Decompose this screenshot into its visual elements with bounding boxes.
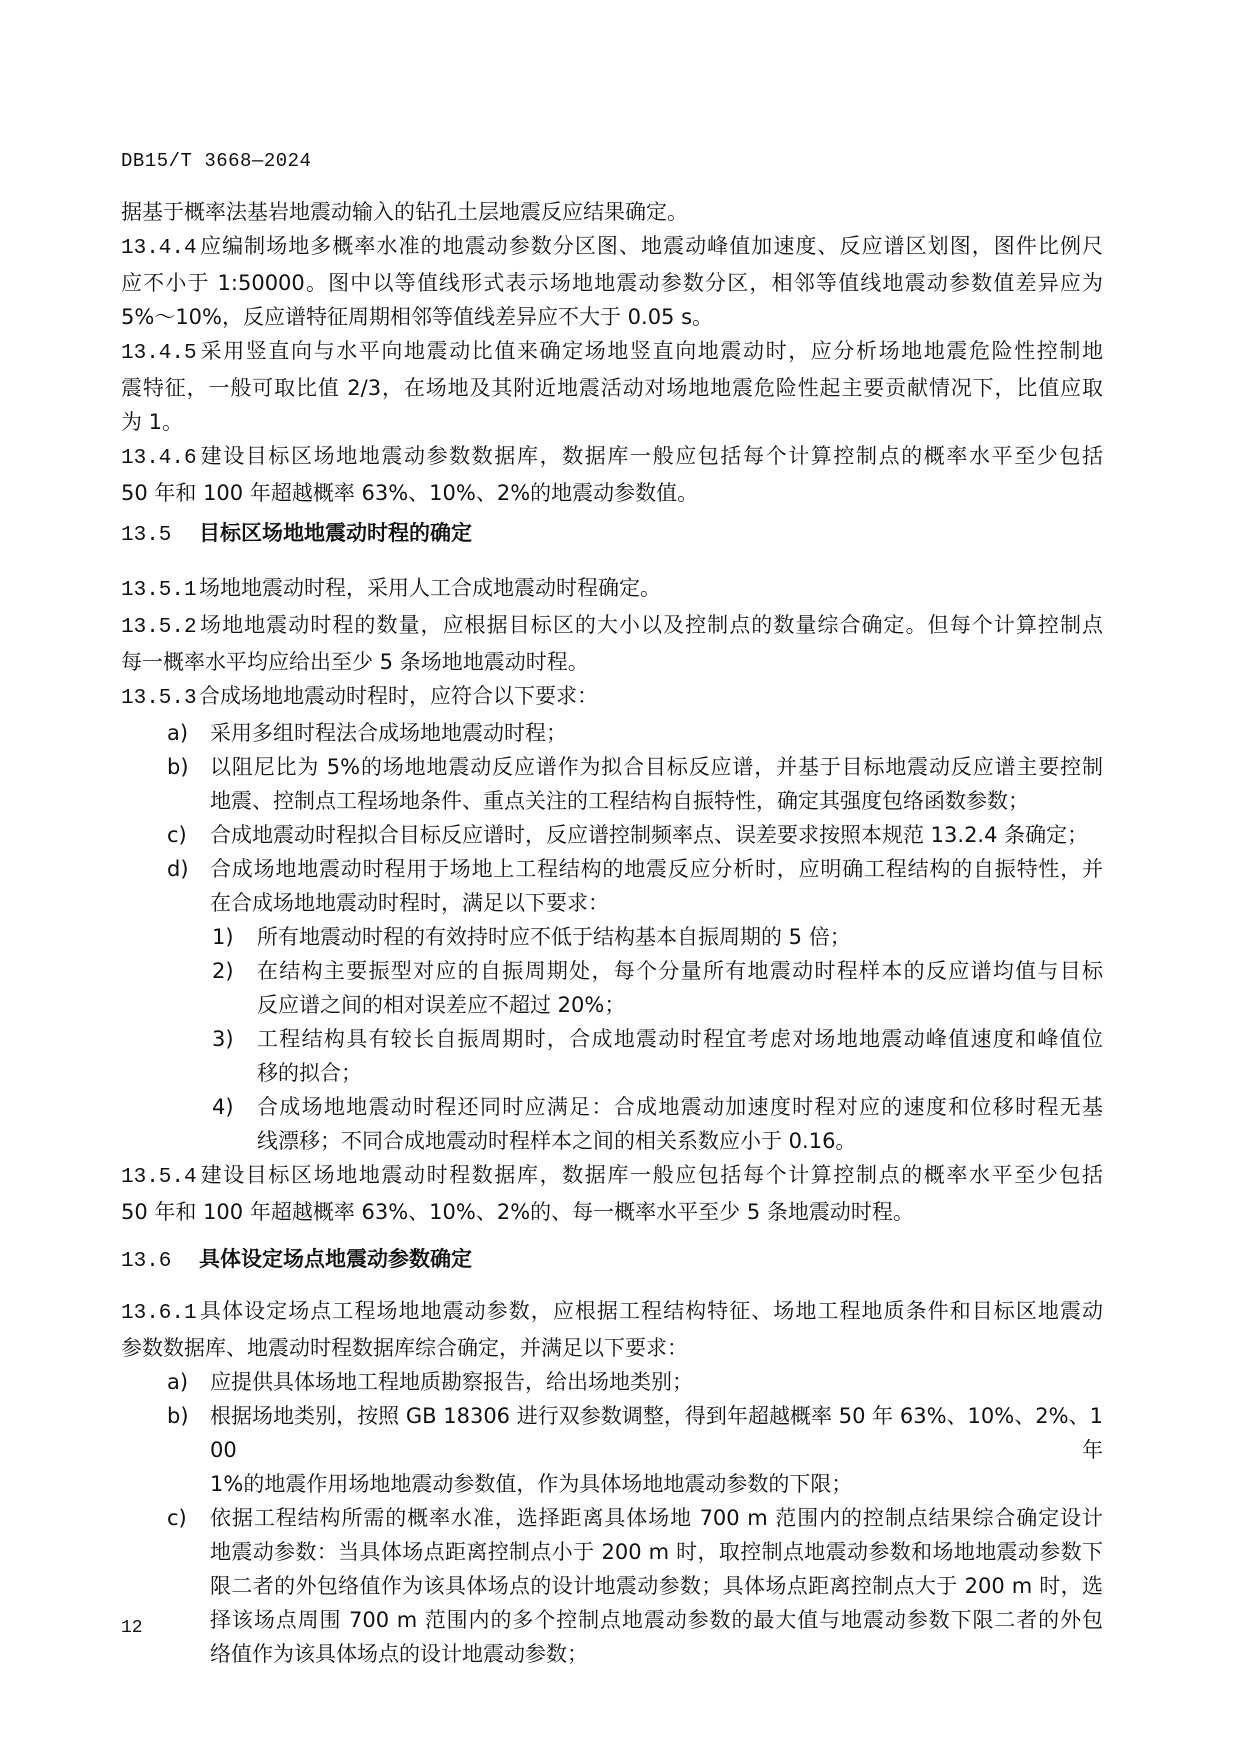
- line-text: 线漂移；不同合成地震动时程样本之间的相关系数应小于 0.16。: [257, 1129, 857, 1153]
- clause-number: 13.4.4: [121, 237, 197, 260]
- line-text: 所有地震动时程的有效持时应不低于结构基本自振周期的 5 倍；: [257, 925, 851, 949]
- line-text: 每一概率水平均应给出至少 5 条场地地震动时程。: [121, 650, 589, 674]
- text-line: [121, 195, 1103, 229]
- list-item: [121, 818, 1103, 852]
- line-text: 采用多组时程法合成场地地震动时程；: [210, 721, 567, 745]
- sub-list-item: [121, 920, 1103, 954]
- text-line: [210, 750, 1103, 784]
- line-text: 具体设定场点工程场地地震动参数，应根据工程结构特征、场地工程地质条件和目标区地震动: [199, 1299, 1103, 1323]
- section-title: 目标区场地地震动时程的确定: [199, 521, 472, 545]
- line-text: 应提供具体场地工程地质勘察报告，给出场地类别；: [210, 1370, 693, 1394]
- text-line: [121, 334, 1103, 371]
- clause: [121, 608, 1103, 679]
- clause-number: 13.5.1: [121, 579, 197, 602]
- list-label: 4): [212, 1095, 234, 1119]
- page-number: 12: [121, 1618, 143, 1638]
- clause-number: 13.4.5: [121, 342, 197, 365]
- heading-line: [121, 516, 1103, 553]
- line-text: 依据工程结构所需的概率水准，选择距离具体场地 700 m 范围内的控制点结果综合确定设计: [210, 1506, 1103, 1530]
- text-line: [257, 1090, 1103, 1124]
- text-line: [257, 1124, 1103, 1158]
- list-label: a): [167, 1370, 189, 1394]
- list-item: [121, 1399, 1103, 1501]
- clause: [121, 571, 1103, 608]
- line-text: 应编制场地多概率水准的地震动参数分区图、地震动峰值加速度、反应谱区划图，图件比例尺: [199, 234, 1103, 258]
- text-line: [257, 954, 1103, 988]
- document-code-header: DB15/T 3668—2024: [121, 150, 312, 172]
- section-heading: [121, 516, 1103, 553]
- list-label: 2): [212, 959, 234, 983]
- text-line: [121, 1195, 1103, 1229]
- clause: [121, 439, 1103, 510]
- text-line: [121, 476, 1103, 510]
- text-line: [210, 1467, 1103, 1501]
- line-text: 为 1。: [121, 410, 184, 434]
- line-text: 合成场地地震动时程用于场地上工程结构的地震反应分析时，应明确工程结构的自振特性，并: [210, 857, 1103, 881]
- text-line: [210, 716, 1103, 750]
- sub-list-item: [121, 1022, 1103, 1090]
- clause-number: 13.5.3: [121, 687, 197, 710]
- list-label: c): [167, 823, 187, 847]
- line-text: 合成场地地震动时程还同时应满足：合成地震动加速度时程对应的速度和位移时程无基: [257, 1095, 1103, 1119]
- clause-number: 13.4.6: [121, 447, 197, 470]
- list-label: 3): [212, 1027, 234, 1051]
- line-text: 工程结构具有较长自振周期时，合成地震动时程宜考虑对场地地震动峰值速度和峰值位: [257, 1027, 1103, 1051]
- line-text: 1%的地震作用场地地震动参数值，作为具体场地地震动参数的下限；: [210, 1472, 853, 1496]
- text-line: [121, 1331, 1103, 1365]
- text-line: [121, 266, 1103, 300]
- line-text: 在结构主要振型对应的自振周期处，每个分量所有地震动时程样本的反应谱均值与目标: [257, 959, 1103, 983]
- line-text: 场地地震动时程的数量，应根据目标区的大小以及控制点的数量综合确定。但每个计算控制点: [199, 613, 1103, 637]
- text-line: [257, 1056, 1103, 1090]
- section-heading: [121, 1242, 1103, 1279]
- list-label: c): [167, 1506, 187, 1530]
- text-line: [121, 571, 1103, 608]
- document-body: [121, 195, 1103, 1671]
- text-line: [121, 679, 1103, 716]
- text-line: [257, 1022, 1103, 1056]
- text-line: [257, 920, 1103, 954]
- paragraph: [121, 195, 1103, 229]
- clause: [121, 334, 1103, 439]
- clause: [121, 679, 1103, 716]
- clause-number: 13.5.2: [121, 616, 197, 639]
- list-label: a): [167, 721, 189, 745]
- line-text: 震特征，一般可取比值 2/3，在场地及其附近地震活动对场地地震危险性起主要贡献情况下，比值应取: [121, 376, 1103, 400]
- text-line: [210, 784, 1103, 818]
- line-text: 据基于概率法基岩地震动输入的钻孔土层地震反应结果确定。: [121, 200, 688, 224]
- line-text: 合成地震动时程拟合目标反应谱时，反应谱控制频率点、误差要求按照本规范 13.2.4 条确定；: [210, 823, 1089, 847]
- text-line: [210, 1399, 1103, 1467]
- sub-list-item: [121, 954, 1103, 1022]
- line-text: 地震动参数：当具体场点距离控制点小于 200 m 时，取控制点地震动参数和场地地震动参数下: [210, 1540, 1103, 1564]
- text-line: [210, 1535, 1103, 1569]
- clause: [121, 229, 1103, 334]
- text-line: [121, 645, 1103, 679]
- text-line: [121, 371, 1103, 405]
- line-text: 参数数据库、地震动时程数据库综合确定，并满足以下要求：: [121, 1336, 688, 1360]
- line-text: 场地地震动时程，采用人工合成地震动时程确定。: [199, 576, 661, 600]
- list-item: [121, 852, 1103, 920]
- text-line: [210, 1603, 1103, 1637]
- line-text: 50 年和 100 年超越概率 63%、10%、2%的地震动参数值。: [121, 481, 699, 505]
- text-line: [121, 1294, 1103, 1331]
- text-line: [210, 1637, 1103, 1671]
- line-text: 应不小于 1:50000。图中以等值线形式表示场地地震动参数分区，相邻等值线地震动参数值差异应为: [121, 271, 1103, 295]
- line-text: 以阻尼比为 5%的场地地震动反应谱作为拟合目标反应谱，并基于目标地震动反应谱主要控制: [210, 755, 1103, 779]
- line-text: 在合成场地地震动时程时，满足以下要求：: [210, 891, 609, 915]
- text-line: [121, 608, 1103, 645]
- sub-list-item: [121, 1090, 1103, 1158]
- text-line: [210, 886, 1103, 920]
- text-line: [121, 300, 1103, 334]
- clause-number: 13.5.4: [121, 1166, 197, 1189]
- text-line: [121, 405, 1103, 439]
- list-label: 1): [212, 925, 234, 949]
- line-text: 络值作为该具体场点的设计地震动参数；: [210, 1642, 588, 1666]
- line-text: 移的拟合；: [257, 1061, 362, 1085]
- line-text: 建设目标区场地地震动时程数据库，数据库一般应包括每个计算控制点的概率水平至少包括: [199, 1163, 1103, 1187]
- line-text: 建设目标区场地地震动参数数据库，数据库一般应包括每个计算控制点的概率水平至少包括: [199, 444, 1103, 468]
- line-text: 根据场地类别，按照 GB 18306 进行双参数调整，得到年超越概率 50 年 63%、10%、2%、100 年: [210, 1404, 1103, 1462]
- heading-line: [121, 1242, 1103, 1279]
- list-item: [121, 1501, 1103, 1671]
- list-item: [121, 750, 1103, 818]
- section-number: 13.6: [121, 1250, 172, 1273]
- line-text: 采用竖直向与水平向地震动比值来确定场地竖直向地震动时，应分析场地地震危险性控制地: [199, 339, 1103, 363]
- line-text: 择该场点周围 700 m 范围内的多个控制点地震动参数的最大值与地震动参数下限二者的外包: [210, 1608, 1103, 1632]
- list-item: [121, 716, 1103, 750]
- line-text: 50 年和 100 年超越概率 63%、10%、2%的、每一概率水平至少 5 条地震动时程。: [121, 1200, 914, 1224]
- line-text: 5%～10%，反应谱特征周期相邻等值线差异应不大于 0.05 s。: [121, 305, 714, 329]
- text-line: [121, 439, 1103, 476]
- text-line: [210, 852, 1103, 886]
- line-text: 反应谱之间的相对误差应不超过 20%；: [257, 993, 626, 1017]
- list-label: d): [167, 857, 189, 881]
- list-item: [121, 1365, 1103, 1399]
- text-line: [257, 988, 1103, 1022]
- text-line: [210, 818, 1103, 852]
- line-text: 限二者的外包络值作为该具体场点的设计地震动参数；具体场点距离控制点大于 200 m 时，选: [210, 1574, 1103, 1598]
- text-line: [210, 1365, 1103, 1399]
- text-line: [210, 1501, 1103, 1535]
- section-number: 13.5: [121, 524, 172, 547]
- list-label: b): [167, 1404, 189, 1428]
- line-text: 合成场地地震动时程时，应符合以下要求：: [199, 684, 598, 708]
- text-line: [121, 229, 1103, 266]
- clause: [121, 1294, 1103, 1365]
- text-line: [121, 1158, 1103, 1195]
- list-label: b): [167, 755, 189, 779]
- text-line: [210, 1569, 1103, 1603]
- section-title: 具体设定场点地震动参数确定: [199, 1247, 472, 1271]
- line-text: 地震、控制点工程场地条件、重点关注的工程结构自振特性，确定其强度包络函数参数；: [210, 789, 1029, 813]
- clause: [121, 1158, 1103, 1229]
- clause-number: 13.6.1: [121, 1302, 197, 1325]
